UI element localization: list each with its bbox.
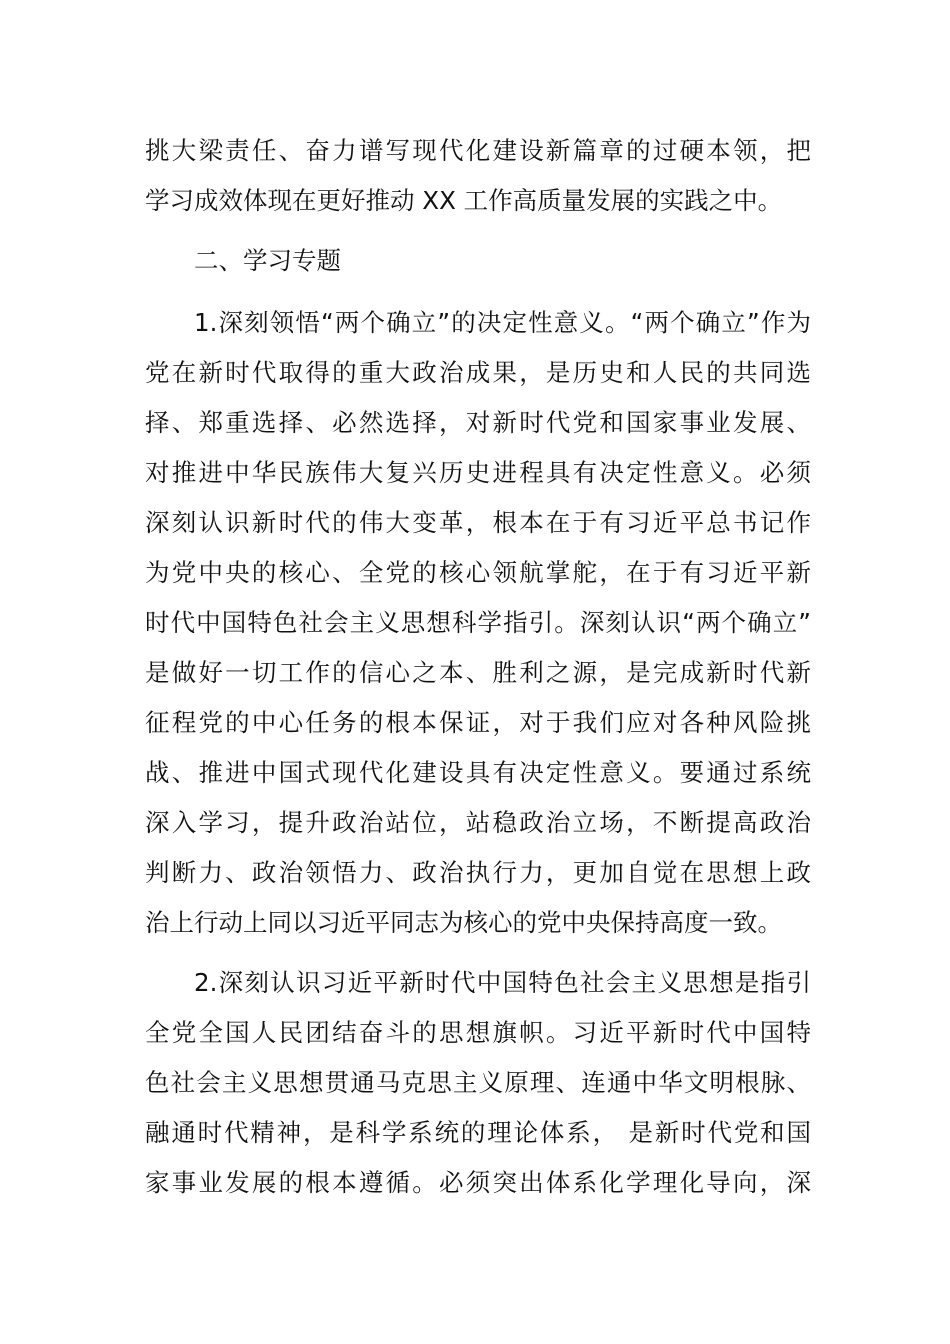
text-line: 判断力、政治领悟力、政治执行力，更加自觉在思想上政 [145, 858, 811, 887]
heading-text: 二、学习专题 [194, 246, 341, 275]
text-line: 1.深刻领悟“两个确立”的决定性意义。“两个确立”作为 [194, 308, 811, 337]
text-line: 治上行动上同以习近平同志为核心的党中央保持高度一致。 [145, 908, 782, 937]
text-line: 2.深刻认识习近平新时代中国特色社会主义思想是指引 [194, 968, 811, 997]
paragraph-topic-2 [145, 958, 811, 1208]
text-line: 对推进中华民族伟大复兴历史进程具有决定性意义。必须 [145, 458, 811, 487]
text-line: 深刻认识新时代的伟大变革，根本在于有习近平总书记作 [145, 508, 811, 537]
text-line: 深入学习，提升政治站位，站稳政治立场，不断提高政治 [145, 808, 811, 837]
text-line: 是做好一切工作的信心之本、胜利之源，是完成新时代新 [145, 658, 811, 687]
text-line: 择、郑重选择、必然选择，对新时代党和国家事业发展、 [145, 408, 811, 437]
text-line: 为党中央的核心、全党的核心领航掌舵，在于有习近平新 [145, 558, 811, 587]
text-line: 全党全国人民团结奋斗的思想旗帜。习近平新时代中国特 [145, 1018, 811, 1047]
paragraph-topic-1 [145, 298, 811, 948]
text-line: 挑大梁责任、奋力谱写现代化建设新篇章的过硬本领，把 [145, 136, 811, 165]
text-line: 征程党的中心任务的根本保证，对于我们应对各种风险挑 [145, 708, 811, 737]
text-line: 战、推进中国式现代化建设具有决定性意义。要通过系统 [145, 758, 811, 787]
paragraph-intro-continuation [145, 126, 811, 226]
section-heading [145, 236, 811, 286]
text-line: 时代中国特色社会主义思想科学指引。深刻认识“两个确立” [145, 608, 811, 637]
text-line: 家事业发展的根本遵循。必须突出体系化学理化导向，深 [145, 1168, 811, 1197]
text-line: 色社会主义思想贯通马克思主义原理、连通中华文明根脉、 [145, 1068, 811, 1097]
text-line: 融通时代精神，是科学系统的理论体系， 是新时代党和国 [145, 1118, 811, 1147]
text-line: 党在新时代取得的重大政治成果，是历史和人民的共同选 [145, 358, 811, 387]
text-line: 学习成效体现在更好推动 XX 工作高质量发展的实践之中。 [145, 186, 783, 215]
